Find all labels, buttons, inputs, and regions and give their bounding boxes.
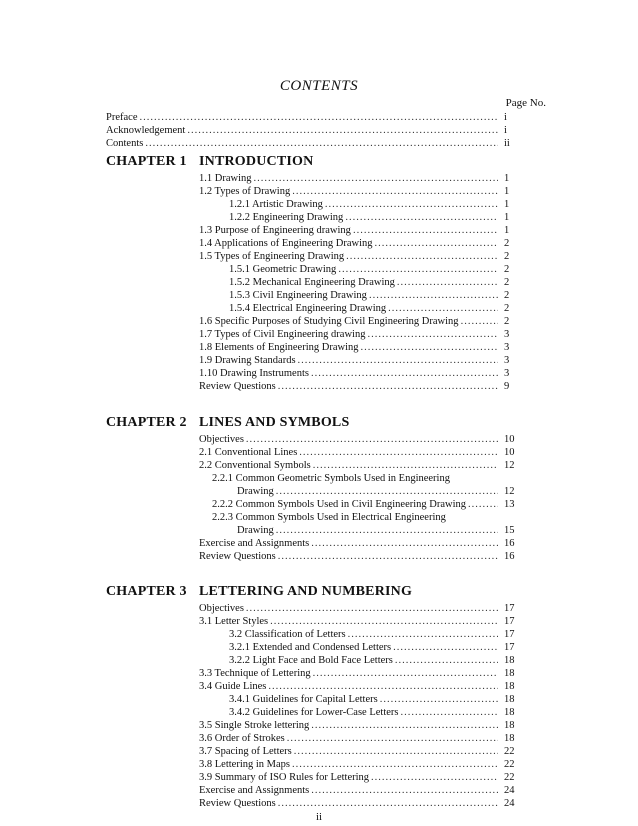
toc-entry xyxy=(199,341,526,354)
page-title: CONTENTS xyxy=(279,78,359,94)
toc-entry xyxy=(237,524,526,537)
leader-dots xyxy=(371,771,498,784)
toc-entry-label: 1.2.2 Engineering Drawing xyxy=(229,212,344,223)
toc-entry-page: 2 xyxy=(504,303,510,314)
chapter-label: CHAPTER 1 xyxy=(106,154,187,169)
toc-entry-label: 3.2.2 Light Face and Bold Face Letters xyxy=(229,655,393,666)
toc-entry xyxy=(199,433,526,446)
toc-entry-label: Contents xyxy=(106,138,144,149)
toc-entry-page: 1 xyxy=(504,173,510,184)
toc-entry xyxy=(199,667,526,680)
toc-entry-page: 3 xyxy=(504,342,510,353)
page-no-header: Page No. xyxy=(505,97,546,109)
toc-entry-page: 1 xyxy=(504,186,510,197)
toc-entry-label: 1.2.1 Artistic Drawing xyxy=(229,199,323,210)
toc-entry xyxy=(229,289,526,302)
leader-dots xyxy=(292,758,498,771)
toc-entry xyxy=(199,784,526,797)
leader-dots xyxy=(348,628,498,641)
leader-dots xyxy=(353,224,498,237)
toc-entry xyxy=(199,771,526,784)
toc-entry-label: 1.9 Drawing Standards xyxy=(199,355,296,366)
leader-dots xyxy=(246,602,498,615)
toc-entry xyxy=(199,224,526,237)
toc-entry-label: 1.5.2 Mechanical Engineering Drawing xyxy=(229,277,395,288)
toc-entry xyxy=(199,459,526,472)
toc-entry-contents xyxy=(106,137,526,150)
leader-dots xyxy=(298,354,498,367)
toc-entry-label: 2.2.2 Common Symbols Used in Civil Engineering Drawing xyxy=(212,499,467,510)
toc-entry-label: Review Questions xyxy=(199,551,276,562)
toc-entry-label: 1.4 Applications of Engineering Drawing xyxy=(199,238,373,249)
leader-dots xyxy=(313,667,498,680)
toc-entry-page: ii xyxy=(504,138,510,149)
leader-dots xyxy=(338,263,498,276)
toc-entry-page: 22 xyxy=(504,746,515,757)
toc-entry-page: 1 xyxy=(504,225,510,236)
toc-entry-page: 12 xyxy=(504,486,515,497)
leader-dots xyxy=(346,250,498,263)
toc-entry-label: Exercise and Assignments xyxy=(199,538,310,549)
toc-entry-label: Objectives xyxy=(199,434,244,445)
toc-entry-label: Exercise and Assignments xyxy=(199,785,310,796)
toc-entry xyxy=(199,354,526,367)
leader-dots xyxy=(276,524,498,537)
leader-dots xyxy=(246,433,498,446)
leader-dots xyxy=(395,654,498,667)
toc-entry xyxy=(199,250,526,263)
toc-entry-page: 2 xyxy=(504,264,510,275)
toc-entry-page: 15 xyxy=(504,525,515,536)
toc-entry-label: 3.7 Spacing of Letters xyxy=(199,746,292,757)
toc-entry xyxy=(229,263,526,276)
toc-entry xyxy=(212,498,526,511)
toc-entry xyxy=(229,211,526,224)
toc-entry-label: 1.5.4 Electrical Engineering Drawing xyxy=(229,303,387,314)
toc-entry-page: 18 xyxy=(504,733,515,744)
toc-entry-page: i xyxy=(504,125,507,136)
leader-dots xyxy=(270,615,498,628)
leader-dots xyxy=(393,641,498,654)
toc-entry xyxy=(199,732,526,745)
leader-dots xyxy=(367,328,498,341)
toc-entry-page: 13 xyxy=(504,499,515,510)
leader-dots xyxy=(254,172,499,185)
toc-entry xyxy=(199,185,526,198)
toc-entry-page: 9 xyxy=(504,381,510,392)
leader-dots xyxy=(397,276,498,289)
toc-entry-label: 3.1 Letter Styles xyxy=(199,616,269,627)
toc-entry-label: 2.1 Conventional Lines xyxy=(199,447,298,458)
toc-entry-label: 1.5.3 Civil Engineering Drawing xyxy=(229,290,367,301)
chapter-title: INTRODUCTION xyxy=(199,154,314,169)
toc-entry xyxy=(199,745,526,758)
toc-entry-label: 1.2 Types of Drawing xyxy=(199,186,291,197)
toc-entry-page: 3 xyxy=(504,355,510,366)
toc-entry-label: 1.3 Purpose of Engineering drawing xyxy=(199,225,351,236)
leader-dots xyxy=(145,137,498,150)
toc-entry-label: 3.4.2 Guidelines for Lower-Case Letters xyxy=(229,707,399,718)
toc-entry-preface xyxy=(106,111,526,124)
leader-dots xyxy=(345,211,498,224)
toc-entry xyxy=(199,237,526,250)
leader-dots xyxy=(311,367,498,380)
toc-entry-page: 16 xyxy=(504,551,515,562)
toc-entry xyxy=(237,485,526,498)
toc-entry-label: 3.3 Technique of Lettering xyxy=(199,668,311,679)
leader-dots xyxy=(369,289,498,302)
toc-entry xyxy=(199,680,526,693)
toc-entry-label: 3.9 Summary of ISO Rules for Lettering xyxy=(199,772,370,783)
toc-entry-page: 24 xyxy=(504,798,515,809)
chapter-label: CHAPTER 3 xyxy=(106,584,187,599)
toc-entry xyxy=(199,758,526,771)
toc-entry-label-cont: Drawing xyxy=(237,525,274,536)
toc-entry-label: 3.5 Single Stroke lettering xyxy=(199,720,310,731)
toc-entry-page: 10 xyxy=(504,447,515,458)
toc-entry-label: 1.1 Drawing xyxy=(199,173,252,184)
toc-entry-label: 3.2 Classification of Letters xyxy=(229,629,346,640)
toc-entry-label: 1.5.1 Geometric Drawing xyxy=(229,264,337,275)
toc-entry-page: 12 xyxy=(504,460,515,471)
leader-dots xyxy=(311,719,498,732)
leader-dots xyxy=(187,124,498,137)
leader-dots xyxy=(361,341,499,354)
toc-entry xyxy=(199,315,526,328)
leader-dots xyxy=(278,550,498,563)
toc-entry-page: 17 xyxy=(504,603,515,614)
leader-dots xyxy=(268,680,498,693)
toc-entry xyxy=(229,706,526,719)
toc-entry xyxy=(199,719,526,732)
toc-entry-label: 3.8 Lettering in Maps xyxy=(199,759,290,770)
toc-entry-page: 3 xyxy=(504,329,510,340)
leader-dots xyxy=(380,693,498,706)
toc-entry-label: Review Questions xyxy=(199,381,276,392)
toc-entry xyxy=(229,693,526,706)
toc-entry-page: 18 xyxy=(504,694,515,705)
toc-entry xyxy=(199,602,526,615)
leader-dots xyxy=(325,198,498,211)
toc-entry xyxy=(229,641,526,654)
toc-entry-page: 3 xyxy=(504,368,510,379)
leader-dots xyxy=(292,185,498,198)
toc-entry xyxy=(229,628,526,641)
toc-entry-page: 18 xyxy=(504,707,515,718)
leader-dots xyxy=(313,459,498,472)
toc-entry-label: 2.2.1 Common Geometric Symbols Used in Engineering xyxy=(212,473,450,484)
toc-entry-page: 2 xyxy=(504,251,510,262)
leader-dots xyxy=(375,237,498,250)
toc-entry-label: Acknowledgement xyxy=(106,125,186,136)
toc-entry-label: 3.6 Order of Strokes xyxy=(199,733,285,744)
toc-entry-page: 10 xyxy=(504,434,515,445)
leader-dots xyxy=(294,745,498,758)
toc-entry-label: Preface xyxy=(106,112,138,123)
toc-entry-label: 1.8 Elements of Engineering Drawing xyxy=(199,342,359,353)
toc-entry-page: 18 xyxy=(504,655,515,666)
toc-entry-label: 1.10 Drawing Instruments xyxy=(199,368,309,379)
toc-entry-label-cont: Drawing xyxy=(237,486,274,497)
toc-entry-page: 1 xyxy=(504,199,510,210)
leader-dots xyxy=(401,706,499,719)
chapter-title: LINES AND SYMBOLS xyxy=(199,415,350,430)
leader-dots xyxy=(388,302,498,315)
page-number-footer: ii xyxy=(315,811,323,823)
toc-entry xyxy=(199,380,526,393)
leader-dots xyxy=(278,797,498,810)
toc-entry-page: 17 xyxy=(504,616,515,627)
leader-dots xyxy=(311,537,498,550)
toc-entry-page: 2 xyxy=(504,290,510,301)
toc-entry-page: 16 xyxy=(504,538,515,549)
toc-entry-page: 22 xyxy=(504,772,515,783)
leader-dots xyxy=(311,784,498,797)
toc-entry xyxy=(199,550,526,563)
toc-entry-label: 3.4 Guide Lines xyxy=(199,681,267,692)
toc-entry-label: 2.2 Conventional Symbols xyxy=(199,460,311,471)
chapter-label: CHAPTER 2 xyxy=(106,415,187,430)
toc-entry-acknowledgement xyxy=(106,124,526,137)
leader-dots xyxy=(278,380,498,393)
toc-entry-page: 1 xyxy=(504,212,510,223)
leader-dots xyxy=(287,732,498,745)
toc-entry xyxy=(199,172,526,185)
toc-entry-label: Objectives xyxy=(199,603,244,614)
toc-entry-page: 17 xyxy=(504,642,515,653)
toc-entry-page: 2 xyxy=(504,316,510,327)
toc-entry-page: i xyxy=(504,112,507,123)
toc-entry-label: 2.2.3 Common Symbols Used in Electrical Engineering xyxy=(212,512,446,523)
toc-entry xyxy=(229,276,526,289)
toc-entry-page: 24 xyxy=(504,785,515,796)
toc-entry-page: 2 xyxy=(504,277,510,288)
toc-entry xyxy=(199,537,526,550)
chapter-title: LETTERING AND NUMBERING xyxy=(199,584,413,599)
leader-dots xyxy=(461,315,498,328)
toc-entry xyxy=(199,615,526,628)
leader-dots xyxy=(468,498,498,511)
toc-entry-page: 2 xyxy=(504,238,510,249)
toc-entry-label: 1.5 Types of Engineering Drawing xyxy=(199,251,345,262)
toc-entry-label: 3.2.1 Extended and Condensed Letters xyxy=(229,642,392,653)
toc-entry xyxy=(229,302,526,315)
toc-entry-page: 18 xyxy=(504,668,515,679)
toc-entry-page: 17 xyxy=(504,629,515,640)
toc-entry-label: 1.6 Specific Purposes of Studying Civil Engineering Drawing xyxy=(199,316,459,327)
toc-entry xyxy=(229,198,526,211)
toc-entry-label: Review Questions xyxy=(199,798,276,809)
toc-entry xyxy=(199,367,526,380)
toc-entry xyxy=(199,797,526,810)
leader-dots xyxy=(276,485,498,498)
leader-dots xyxy=(139,111,498,124)
toc-entry-label: 3.4.1 Guidelines for Capital Letters xyxy=(229,694,378,705)
toc-entry-label: 1.7 Types of Civil Engineering drawing xyxy=(199,329,366,340)
toc-entry xyxy=(199,328,526,341)
toc-entry-page: 18 xyxy=(504,681,515,692)
toc-entry-page: 18 xyxy=(504,720,515,731)
toc-entry xyxy=(229,654,526,667)
leader-dots xyxy=(299,446,498,459)
toc-entry-page: 22 xyxy=(504,759,515,770)
toc-entry xyxy=(199,446,526,459)
